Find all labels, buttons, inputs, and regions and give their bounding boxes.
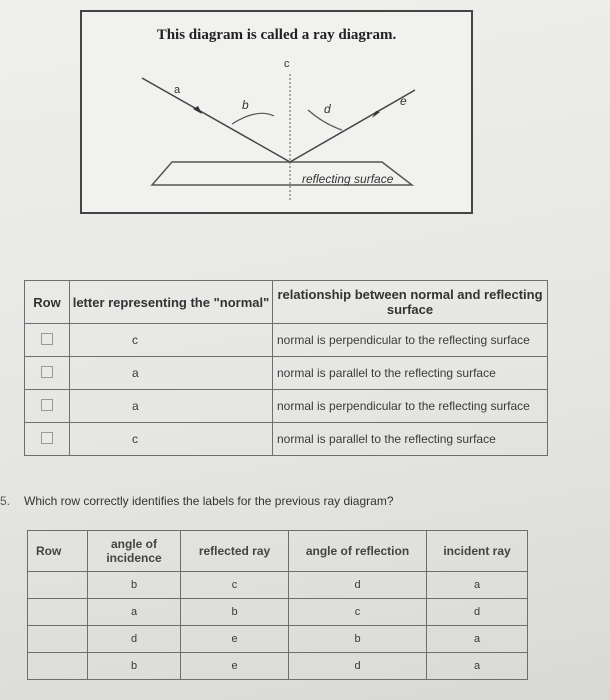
table-row[interactable] xyxy=(25,390,548,423)
reflection-cell: d xyxy=(289,572,427,599)
incident-cell: a xyxy=(427,653,528,680)
ray-labels-table xyxy=(27,530,528,680)
incidence-cell: b xyxy=(88,572,181,599)
radio-button[interactable] xyxy=(41,399,53,411)
table-header-row xyxy=(28,531,528,572)
incident-cell: a xyxy=(427,572,528,599)
letter-cell: a xyxy=(70,390,273,423)
table-row[interactable] xyxy=(28,599,528,626)
reflection-cell: c xyxy=(289,599,427,626)
row-select-cell[interactable] xyxy=(25,324,70,357)
reflected-cell: e xyxy=(181,626,289,653)
header-relationship: relationship between normal and reflecting surface xyxy=(273,281,548,324)
table-row[interactable] xyxy=(25,324,548,357)
reflection-cell: b xyxy=(289,626,427,653)
reflected-cell: c xyxy=(181,572,289,599)
radio-button[interactable] xyxy=(41,432,53,444)
radio-button[interactable] xyxy=(41,333,53,345)
reflection-cell: d xyxy=(289,653,427,680)
incidence-cell: a xyxy=(88,599,181,626)
incident-cell: a xyxy=(427,626,528,653)
row-select-cell[interactable] xyxy=(28,572,88,599)
label-e: e xyxy=(400,94,407,108)
normal-options-table xyxy=(24,280,548,456)
table-row[interactable] xyxy=(25,423,548,456)
row-select-cell[interactable] xyxy=(25,357,70,390)
header-reflected-ray: reflected ray xyxy=(181,531,289,572)
header-row: Row xyxy=(28,531,88,572)
header-angle-incidence: angle of incidence xyxy=(88,531,181,572)
question-number: 5. xyxy=(0,494,11,508)
label-c: c xyxy=(284,58,290,70)
table-row[interactable] xyxy=(25,357,548,390)
reflected-cell: e xyxy=(181,653,289,680)
header-incident-ray: incident ray xyxy=(427,531,528,572)
relationship-cell: normal is parallel to the reflecting surface xyxy=(273,423,548,456)
row-select-cell[interactable] xyxy=(28,653,88,680)
incidence-cell: b xyxy=(88,653,181,680)
relationship-cell: normal is parallel to the reflecting surface xyxy=(273,357,548,390)
relationship-cell: normal is perpendicular to the reflecting surface xyxy=(273,324,548,357)
question-text: Which row correctly identifies the labels for the previous ray diagram? xyxy=(24,494,394,508)
ray-diagram-drawing xyxy=(82,12,475,216)
table-header-row xyxy=(25,281,548,324)
header-letter: letter representing the "normal" xyxy=(70,281,273,324)
incidence-cell: d xyxy=(88,626,181,653)
reflected-cell: b xyxy=(181,599,289,626)
row-select-cell[interactable] xyxy=(28,599,88,626)
table-row[interactable] xyxy=(28,572,528,599)
letter-cell: a xyxy=(70,357,273,390)
angle-b-arc xyxy=(232,113,274,124)
label-b: b xyxy=(242,98,249,112)
radio-button[interactable] xyxy=(41,366,53,378)
letter-cell: c xyxy=(70,324,273,357)
incident-cell: d xyxy=(427,599,528,626)
ray-diagram xyxy=(80,10,473,214)
row-select-cell[interactable] xyxy=(25,423,70,456)
label-a: a xyxy=(174,84,181,96)
label-d: d xyxy=(324,102,331,116)
incident-ray xyxy=(142,78,290,162)
row-select-cell[interactable] xyxy=(25,390,70,423)
header-angle-reflection: angle of reflection xyxy=(289,531,427,572)
table-row[interactable] xyxy=(28,653,528,680)
header-row: Row xyxy=(25,281,70,324)
row-select-cell[interactable] xyxy=(28,626,88,653)
reflected-ray xyxy=(290,90,415,162)
letter-cell: c xyxy=(70,423,273,456)
label-reflecting-surface: reflecting surface xyxy=(302,172,394,186)
diagram-title: This diagram is called a ray diagram. xyxy=(156,27,397,43)
relationship-cell: normal is perpendicular to the reflecting surface xyxy=(273,390,548,423)
table-row[interactable] xyxy=(28,626,528,653)
